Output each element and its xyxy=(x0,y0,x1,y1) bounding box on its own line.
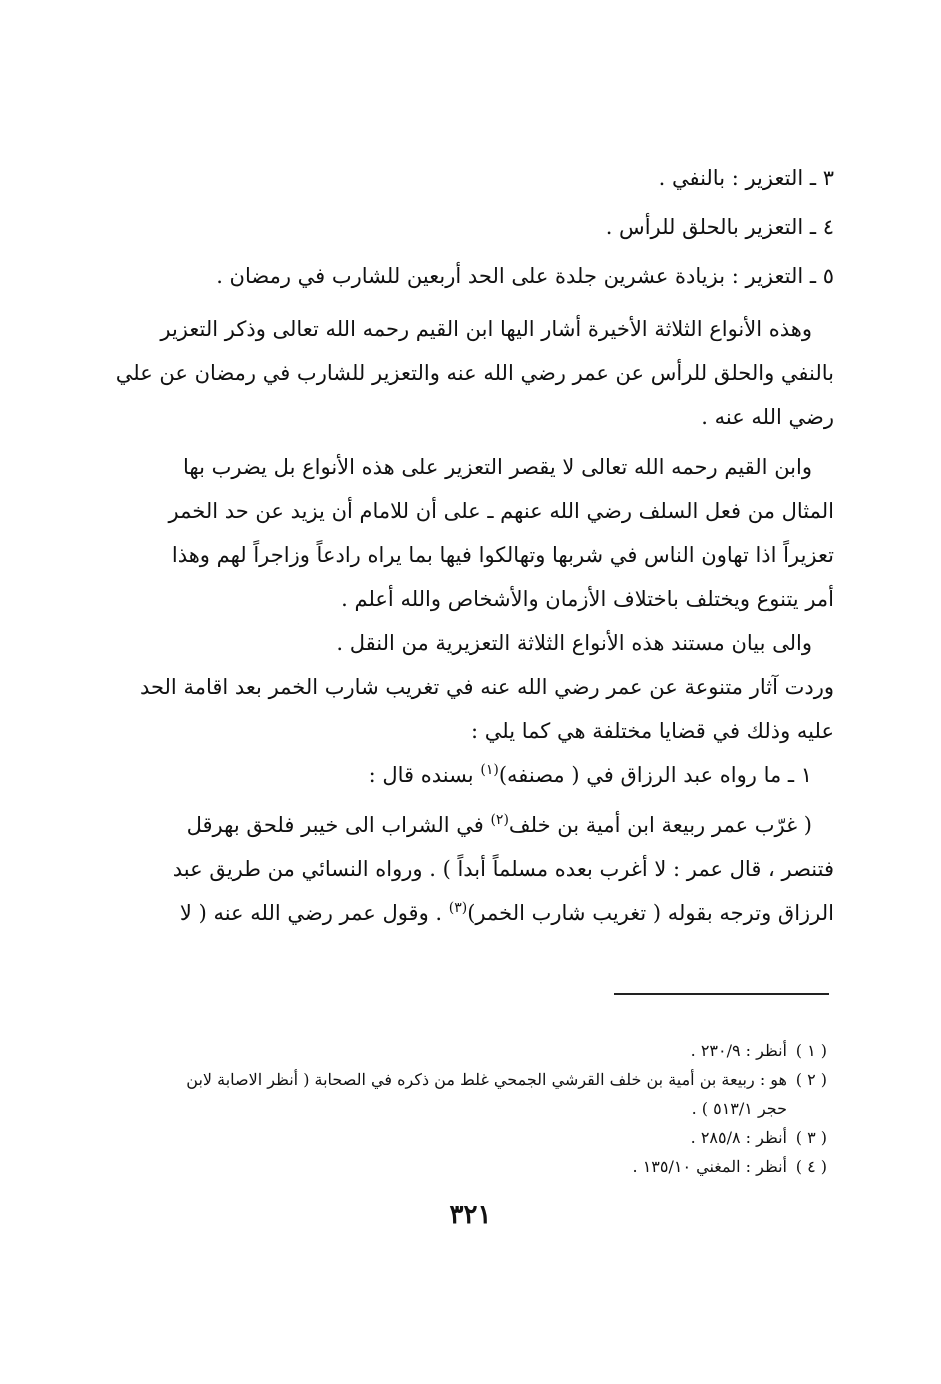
quotation-paragraph xyxy=(100,803,834,935)
footnote-ref: (١) xyxy=(480,762,499,778)
list-item-text: ـ التعزير : بالنفي . xyxy=(658,166,817,190)
paragraph-line xyxy=(100,803,834,847)
footnote-divider xyxy=(614,993,829,995)
paragraph-line xyxy=(100,753,834,797)
list-item-text: ـ التعزير : بزيادة عشرين جلدة على الحد أربعين للشارب في رمضان . xyxy=(216,264,817,288)
list-item-number: ٣ xyxy=(822,166,834,190)
paragraph-line: وردت آثار متنوعة عن عمر رضي الله عنه في تغريب شارب الخمر بعد اقامة الحد xyxy=(139,675,834,699)
paragraph xyxy=(100,445,834,621)
list-item xyxy=(100,258,834,294)
paragraph-line: تعزيراً اذا تهاون الناس في شربها وتهالكوا فيها بما يراه رادعاً وزاجراً لهم وهذا xyxy=(171,543,834,567)
paragraph-line: فتنصر ، قال عمر : لا أغرب بعده مسلماً أبداً ) . ورواه النسائي من طريق عبد xyxy=(172,857,834,881)
text-run: في الشراب الى خيبر فلحق بهرقل xyxy=(186,813,491,837)
paragraph xyxy=(100,307,834,439)
footnote-text: أنظر : ٢٨٥/٨ . xyxy=(690,1128,787,1147)
text-run: الرزاق وترجه بقوله ( تغريب شارب الخمر) xyxy=(467,901,834,925)
footnote-text: أنظر : المغني ١٣٥/١٠ . xyxy=(632,1157,787,1176)
footnote-number: ( ١ ) xyxy=(795,1041,827,1060)
footnote-ref: (٣) xyxy=(448,900,468,916)
list-item xyxy=(100,209,834,245)
footnote-ref: (٢) xyxy=(490,812,509,828)
footnote-number: ( ٤ ) xyxy=(795,1157,827,1176)
footnote-item xyxy=(130,1123,827,1152)
footnote-item xyxy=(130,1152,827,1181)
text-run: ١ ـ ما رواه عبد الرزاق في ( مصنفه) xyxy=(498,763,812,787)
footnotes xyxy=(130,1036,827,1181)
list-item-number: ٤ xyxy=(822,215,834,239)
paragraph-line xyxy=(100,891,834,935)
list-item-text: ـ التعزير بالحلق للرأس . xyxy=(605,215,817,239)
main-text xyxy=(100,160,834,935)
paragraph-line: بالنفي والحلق للرأس عن عمر رضي الله عنه والتعزير للشارب في رمضان عن علي xyxy=(115,361,834,385)
paragraph-line: والى بيان مستند هذه الأنواع الثلاثة التعزيرية من النقل . xyxy=(336,631,812,655)
footnote-item xyxy=(130,1036,827,1065)
text-run: بسنده قال : xyxy=(368,763,481,787)
paragraph xyxy=(100,665,834,753)
paragraph-line: المثال من فعل السلف رضي الله عنهم ـ على أن للامام أن يزيد عن حد الخمر xyxy=(168,499,834,523)
footnote-item xyxy=(130,1065,827,1094)
footnote-text: هو : ربيعة بن أمية بن خلف القرشي الجمحي غلط من ذكره في الصحابة ( أنظر الاصابة لابن xyxy=(186,1070,787,1089)
footnote-number: ( ٢ ) xyxy=(795,1070,827,1089)
list-item-number: ٥ xyxy=(822,264,834,288)
list-item xyxy=(100,160,834,196)
page-number: ٣٢١ xyxy=(449,1200,492,1230)
text-run: ( غرّب عمر ربيعة ابن أمية بن خلف xyxy=(508,813,812,837)
footnote-number: ( ٣ ) xyxy=(795,1128,827,1147)
footnote-continuation: حجر ٥١٣/١ ) . xyxy=(691,1099,787,1118)
paragraph-line: أمر يتنوع ويختلف باختلاف الأزمان والأشخاص والله أعلم . xyxy=(341,587,834,611)
paragraph-line: وهذه الأنواع الثلاثة الأخيرة أشار اليها ابن القيم رحمه الله تعالى وذكر التعزير xyxy=(160,317,812,341)
footnote-text: أنظر : ٢٣٠/٩ . xyxy=(690,1041,787,1060)
paragraph-line: وابن القيم رحمه الله تعالى لا يقصر التعزير على هذه الأنواع بل يضرب بها xyxy=(183,455,812,479)
text-run: . وقول عمر رضي الله عنه ( لا xyxy=(179,901,449,925)
paragraph-line: رضي الله عنه . xyxy=(701,405,834,429)
paragraph-line: عليه وذلك في قضايا مختلفة هي كما يلي : xyxy=(471,719,834,743)
